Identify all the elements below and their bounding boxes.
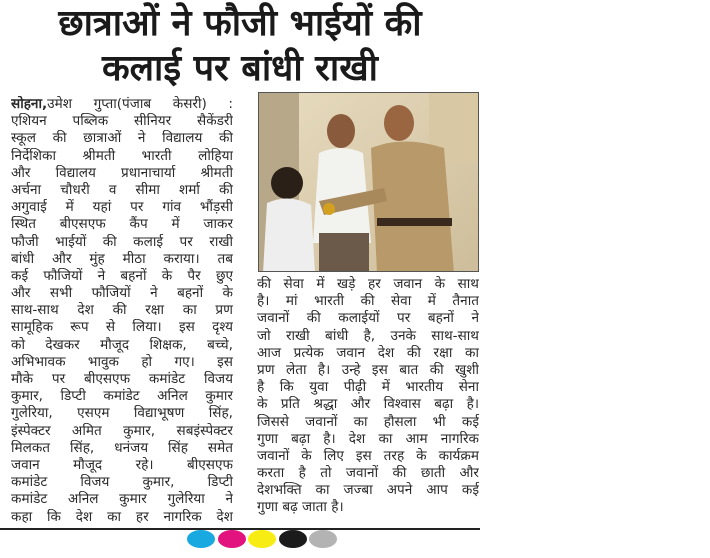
- dateline: सोहना,: [11, 96, 48, 112]
- article-line: कई फौजियों ने बहनों के पैर छुए: [11, 267, 233, 284]
- article-line: सामूहिक रूप से लिया। इस दृश्य: [11, 319, 233, 336]
- article-line: अभिभावक भावुक हो गए। इस: [11, 353, 233, 370]
- article-line: फौजी भाईयों की कलाई पर राखी: [11, 233, 233, 250]
- article-line: मौके पर बीएसएफ कमांडेट विजय: [11, 371, 233, 387]
- article-line: प्रण लेता है। उन्हे इस बात की खुशी: [257, 361, 479, 378]
- article-line: जवान मौजूद रहे। बीएसएफ: [11, 456, 233, 473]
- article-line: कहा कि देश का हर नागरिक देश: [11, 508, 233, 525]
- byline-text: उमेश गुप्ता(पंजाब केसरी) :: [47, 96, 233, 112]
- registration-dot: [279, 530, 307, 548]
- registration-dot: [218, 530, 246, 548]
- article-line: जवानों के लिए इस तरह के कार्यक्रम: [257, 447, 479, 464]
- article-line: बांधी और मुंह मीठा कराया। तब: [11, 250, 233, 267]
- article-line: के प्रति श्रद्धा और विश्वास बढ़ा है।: [257, 396, 479, 413]
- article-line: साथ-साथ देश की रक्षा का प्रण: [11, 302, 233, 319]
- article-line: एशियन पब्लिक सीनियर सैकेंडरी: [11, 113, 233, 130]
- registration-dot: [187, 530, 215, 548]
- article-photo: [258, 92, 479, 272]
- byline: [11, 96, 233, 113]
- article-line: मिलकत सिंह, धनंजय सिंह समेत: [11, 439, 233, 456]
- article-line: कमांडेट विजय कुमार, डिप्टी: [11, 474, 233, 491]
- article-line: जिससे जवानों का हौसला भी कई: [257, 413, 479, 430]
- article-line: कुमार, डिप्टी कमांडेट अनिल कुमार: [11, 388, 233, 405]
- article-line: अगुवाई में यहां पर गांव भौंड़सी: [11, 199, 233, 216]
- article-line: है कि युवा पीढ़ी में भारतीय सेना: [257, 379, 479, 396]
- article-line: अर्चना चौधरी व सीमा शर्मा की: [11, 181, 233, 198]
- article-line: कमांडेट अनिल कुमार गुलेरिया ने: [11, 491, 233, 508]
- article-right-column: [257, 276, 479, 517]
- headline-line-2: कलाई पर बांधी राखी: [102, 48, 378, 89]
- headline-line-1: छात्राओं ने फौजी भाईयों की: [58, 3, 422, 44]
- article-line: है। मां भारती की सेवा में तैनात: [257, 293, 479, 310]
- article-line: इंस्पेक्टर अमित कुमार, सबइंस्पेक्टर: [11, 422, 233, 439]
- article-line: जवानों की कलाईयों पर बहनों ने: [257, 310, 479, 327]
- article-line: जो राखी बांधी है, उनके साथ-साथ: [257, 327, 479, 344]
- article-line: निर्देशिका श्रीमती भारती लोहिया: [11, 147, 233, 164]
- article-line: गुणा बढ़ जाता है।: [257, 499, 344, 516]
- article-line: गुलेरिया, एसएम विद्याभूषण सिंह,: [11, 405, 233, 422]
- article-line: स्थित बीएसएफ कैंप में जाकर: [11, 216, 233, 233]
- article-line: की सेवा में खड़े हर जवान के साथ: [257, 276, 479, 292]
- article-line: स्कूल की छात्राओं ने विद्यालय की: [11, 130, 233, 147]
- registration-dot: [309, 530, 337, 548]
- article-line: और विद्यालय प्रधानाचार्या श्रीमती: [11, 164, 233, 181]
- page-rule: [0, 528, 480, 530]
- article-line: को देखकर मौजूद शिक्षक, बच्चे,: [11, 336, 233, 353]
- registration-dot: [248, 530, 276, 548]
- article-line: करता है तो जवानों की छाती और: [257, 465, 479, 482]
- article-line: गुणा बढ़ा है। देश का आम नागरिक: [257, 430, 479, 447]
- photo-raksha-bandhan: [259, 93, 479, 272]
- article-line: और सभी फौजियों ने बहनों के: [11, 285, 233, 302]
- article-left-column: [11, 96, 233, 526]
- article-line: आज प्रत्येक जवान देश की रक्षा का: [257, 344, 479, 361]
- article-line: देशभक्ति का जज्बा अपने आप कई: [257, 482, 479, 499]
